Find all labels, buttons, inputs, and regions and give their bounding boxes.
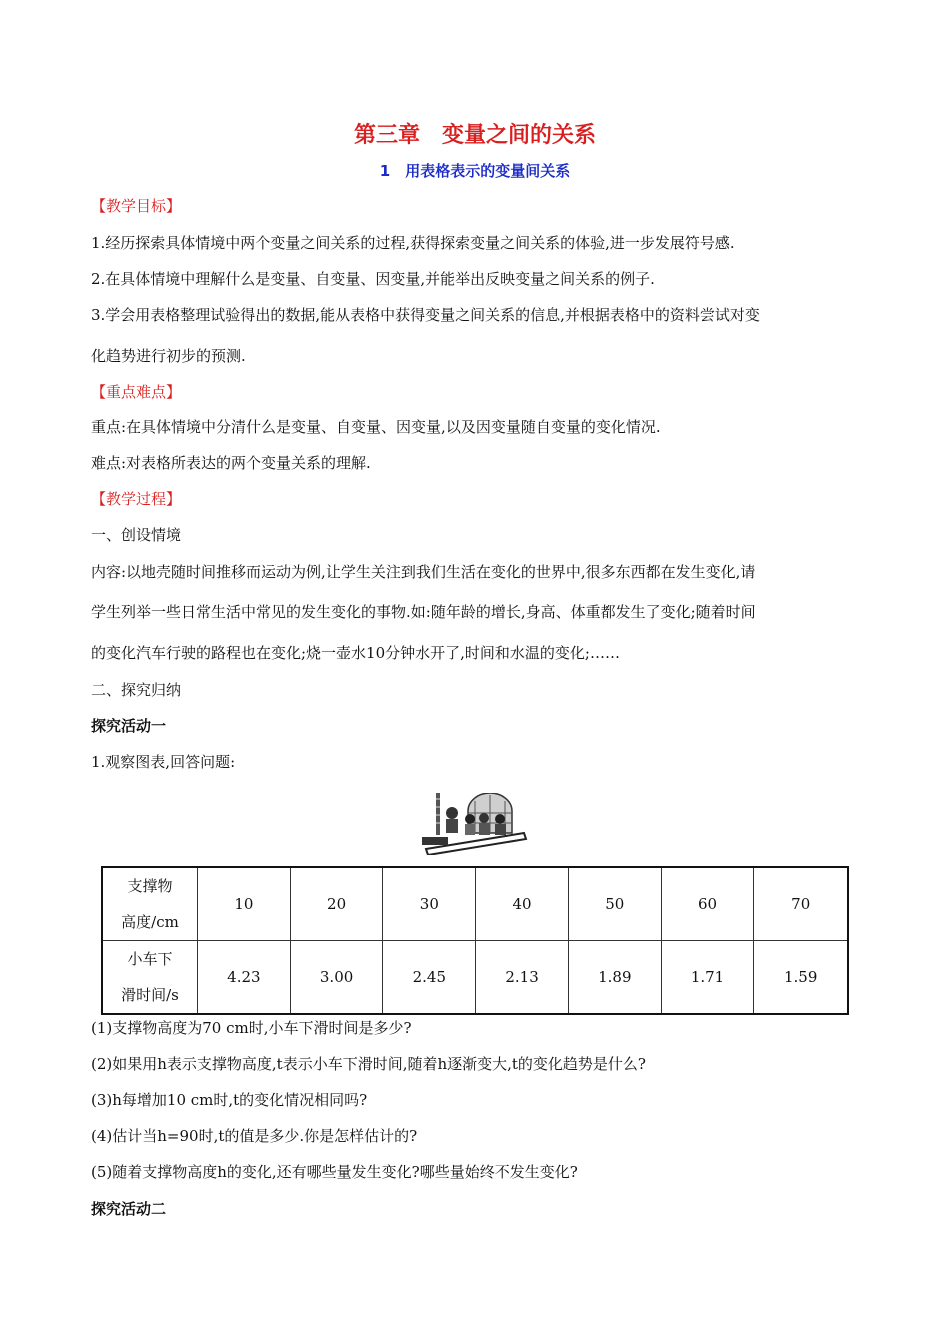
activity-2-heading: 探究活动二 [91,1200,167,1218]
section-subtitle: 1 用表格表示的变量间关系 [379,162,571,180]
content-line-2: 学生列举一些日常生活中常见的发生变化的事物.如:随年龄的增长,身高、体重都发生了变化;随着时间 [91,603,756,621]
height-header-line-1: 支撑物 [127,877,173,895]
time-cell: 1.89 [568,941,661,1015]
part-1-heading: 一、创设情境 [91,526,182,544]
table-row [102,867,848,941]
goal-3-line-1: 3.学会用表格整理试验得出的数据,能从表格中获得变量之间关系的信息,并根据表格中的资料尝试对变 [91,306,760,324]
observe-instruction: 1.观察图表,回答问题: [91,753,236,771]
part-2-heading: 二、探究归纳 [91,681,182,699]
goal-1: 1.经历探索具体情境中两个变量之间关系的过程,获得探索变量之间关系的体验,进一步发展符号感. [91,234,735,252]
difficult-point: 难点:对表格所表达的两个变量关系的理解. [91,454,371,472]
question-1: (1)支撑物高度为70 cm时,小车下滑时间是多少? [91,1019,412,1037]
time-cell: 2.45 [383,941,476,1015]
question-5: (5)随着支撑物高度h的变化,还有哪些量发生变化?哪些量始终不发生变化? [91,1163,578,1181]
time-cell: 1.59 [754,941,848,1015]
table-row-header [102,867,198,941]
process-header: 【教学过程】 [91,490,182,508]
content-line-3: 的变化汽车行驶的路程也在变化;烧一壶水10分钟水开了,时间和水温的变化;…… [91,644,620,662]
key-points-header: 【重点难点】 [91,383,182,401]
goal-3-line-2: 化趋势进行初步的预测. [91,347,246,365]
time-header-line-1: 小车下 [127,950,173,968]
question-4: (4)估计当h=90时,t的值是多少.你是怎样估计的? [91,1127,418,1145]
goal-2: 2.在具体情境中理解什么是变量、自变量、因变量,并能举出反映变量之间关系的例子. [91,270,655,288]
activity-1-heading: 探究活动一 [91,717,167,735]
height-cell: 30 [383,867,476,941]
height-cell: 60 [661,867,754,941]
height-cell: 70 [754,867,848,941]
question-2: (2)如果用h表示支撑物高度,t表示小车下滑时间,随着h逐渐变大,t的变化趋势是什么? [91,1055,646,1073]
content-line-1: 内容:以地壳随时间推移而运动为例,让学生关注到我们生活在变化的世界中,很多东西都在发生变化,请 [91,563,756,581]
time-cell: 4.23 [198,941,291,1015]
height-cell: 50 [568,867,661,941]
height-cell: 20 [290,867,383,941]
time-cell: 1.71 [661,941,754,1015]
question-3: (3)h每增加10 cm时,t的变化情况相同吗? [91,1091,368,1109]
experiment-illustration [420,793,530,855]
time-cell: 3.00 [290,941,383,1015]
time-cell: 2.13 [476,941,569,1015]
table-row [102,941,848,1015]
goals-header: 【教学目标】 [91,197,182,215]
height-cell: 40 [476,867,569,941]
height-cell: 10 [198,867,291,941]
key-point: 重点:在具体情境中分清什么是变量、自变量、因变量,以及因变量随自变量的变化情况. [91,418,661,436]
experiment-data-table [101,866,849,1015]
table-row-header [102,941,198,1015]
time-header-line-2: 滑时间/s [121,986,179,1004]
height-header-line-2: 高度/cm [121,913,179,931]
chapter-title: 第三章 变量之间的关系 [353,123,596,148]
